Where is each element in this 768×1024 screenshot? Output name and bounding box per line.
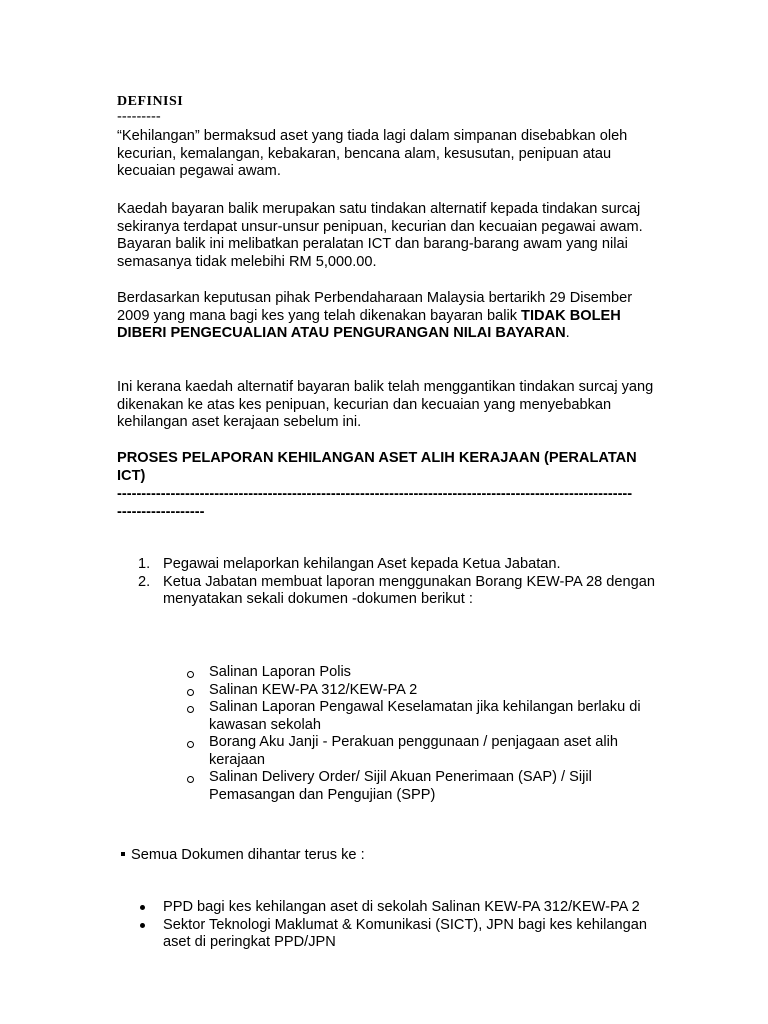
step-text: Ketua Jabatan membuat laporan menggunakan Borang KEW-PA 28 dengan menyatakan sekali dokumen -dokumen berikut : bbox=[163, 573, 655, 607]
list-item bbox=[117, 682, 662, 700]
document-text: Salinan Laporan Pengawal Keselamatan jika kehilangan berlaku di kawasan sekolah bbox=[209, 699, 641, 733]
document-text: Salinan Laporan Polis bbox=[209, 664, 351, 680]
list-item bbox=[117, 899, 662, 917]
circle-bullet-icon bbox=[187, 706, 194, 713]
step-number: 2. bbox=[138, 573, 151, 590]
step-number: 1. bbox=[138, 556, 151, 572]
definisi-paragraph-4: Ini kerana kaedah alternatif bayaran balik telah menggantikan tindakan surcaj yang dikenakan ke atas kes penipuan, kecurian dan kecuaian yang menyebabkan kehilangan aset kerajaan sebelum ini. bbox=[117, 379, 654, 430]
definisi-paragraph-1: “Kehilangan” bermaksud aset yang tiada lagi dalam simpanan disebabkan oleh kecurian, kemalangan, kebakaran, bencana alam, kesusutan, penipuan atau kecuaian pegawai awam. bbox=[117, 128, 628, 179]
destinations-list bbox=[117, 899, 662, 952]
definisi-paragraph-2: Kaedah bayaran balik merupakan satu tindakan alternatif kepada tindakan surcaj sekiranya terdapat unsur-unsur penipuan, kecurian dan kecuaian pegawai awam. Bayaran balik ini melibatkan peralatan ICT dan barang-barang awam yang nilai semasanya tidak melebihi RM 5,000.00. bbox=[117, 201, 643, 270]
list-item bbox=[117, 917, 662, 952]
document-text: Borang Aku Janji - Perakuan penggunaan / penjagaan aset alih kerajaan bbox=[209, 734, 618, 768]
step-text: Pegawai melaporkan kehilangan Aset kepada Ketua Jabatan. bbox=[163, 556, 561, 572]
list-item bbox=[117, 734, 662, 769]
list-item bbox=[117, 556, 662, 574]
paragraph-3-lead: Berdasarkan keputusan pihak Perbendaharaan Malaysia bertarikh 29 Disember 2009 yang mana bagi kes yang telah dikenakan bayaran balik bbox=[117, 290, 633, 324]
destination-text: PPD bagi kes kehilangan aset di sekolah Salinan KEW-PA 312/KEW-PA 2 bbox=[163, 899, 640, 915]
send-documents-note bbox=[117, 847, 662, 865]
required-documents-list bbox=[117, 664, 662, 804]
definisi-underline: --------- bbox=[117, 109, 161, 125]
list-item bbox=[117, 664, 662, 682]
paragraph-3-emphasis: TIDAK BOLEH DIBERI PENGECUALIAN ATAU PENGURANGAN NILAI BAYARAN bbox=[117, 307, 621, 341]
disc-bullet-icon bbox=[140, 923, 145, 928]
list-item bbox=[117, 574, 662, 609]
proses-heading: PROSES PELAPORAN KEHILANGAN ASET ALIH KERAJAAN (PERALATAN ICT) bbox=[117, 450, 637, 484]
document-text: Salinan Delivery Order/ Sijil Akuan Penerimaan (SAP) / Sijil Pemasangan dan Pengujian (SPP) bbox=[209, 769, 592, 803]
paragraph-3-end: . bbox=[565, 325, 570, 341]
circle-bullet-icon bbox=[187, 776, 194, 783]
proses-underline-1: ---------------------------------------------------------------------------------------------------------- bbox=[117, 486, 633, 502]
note-text: Semua Dokumen dihantar terus ke : bbox=[131, 847, 365, 863]
proses-underline-2: ------------------ bbox=[117, 504, 205, 520]
definisi-heading: DEFINISI bbox=[117, 94, 184, 109]
process-steps-list bbox=[117, 556, 662, 609]
list-item bbox=[117, 699, 662, 734]
square-bullet-icon bbox=[121, 852, 125, 856]
circle-bullet-icon bbox=[187, 741, 194, 748]
circle-bullet-icon bbox=[187, 671, 194, 678]
circle-bullet-icon bbox=[187, 689, 194, 696]
document-text: Salinan KEW-PA 312/KEW-PA 2 bbox=[209, 681, 418, 698]
definisi-paragraph-3 bbox=[117, 290, 662, 343]
destination-text: Sektor Teknologi Maklumat & Komunikasi (SICT), JPN bagi kes kehilangan aset di peringkat PPD/JPN bbox=[163, 916, 647, 950]
disc-bullet-icon bbox=[140, 905, 145, 910]
list-item bbox=[117, 769, 662, 804]
